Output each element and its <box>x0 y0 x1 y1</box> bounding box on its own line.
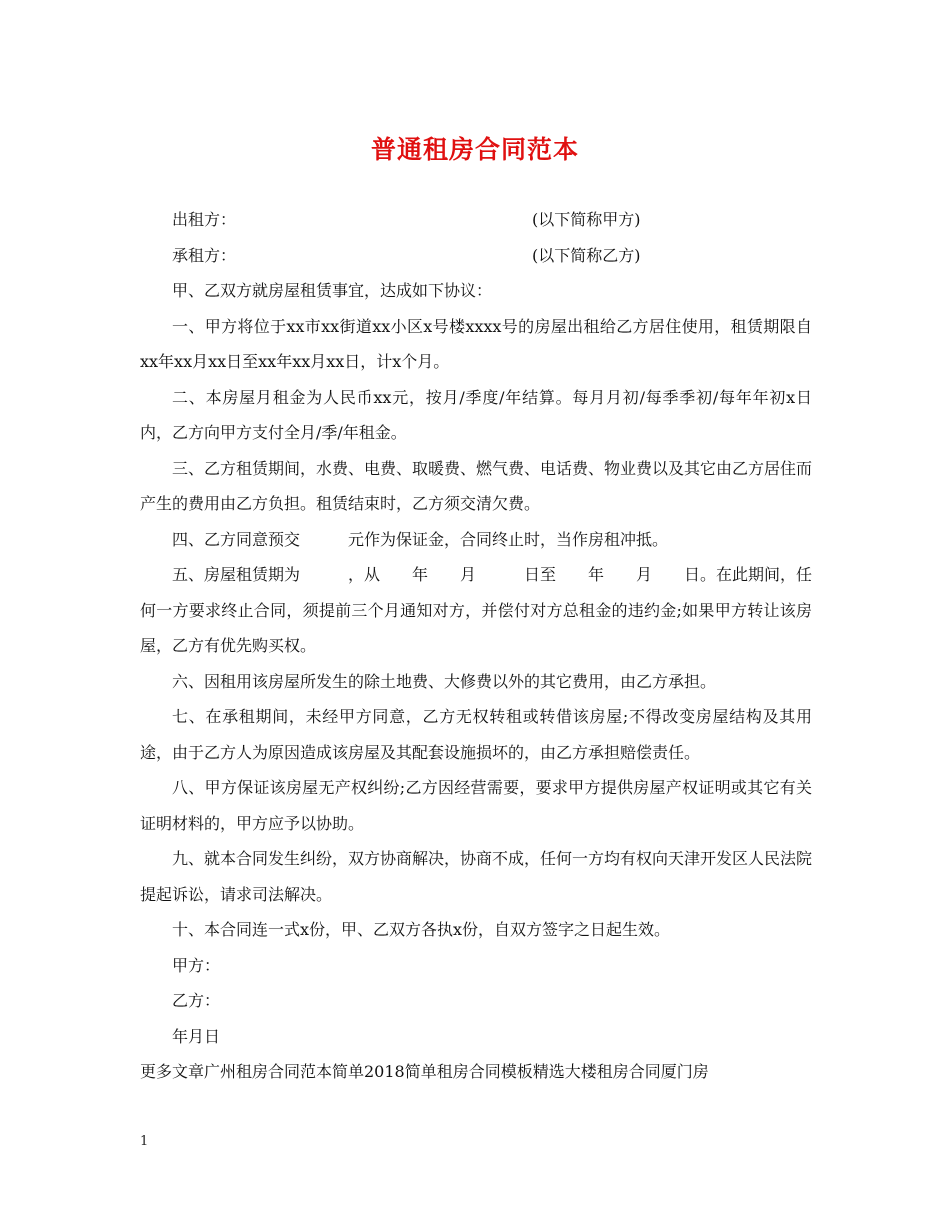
intro-paragraph: 甲、乙双方就房屋租赁事宜，达成如下协议： <box>172 281 493 300</box>
clause-3: 三、乙方租赁期间，水费、电费、取暖费、燃气费、电话费、物业费以及其它由乙方居住而产生的费用由乙方负担。租赁结束时，乙方须交清欠费。 <box>140 458 813 513</box>
lessor-note: (以下简称甲方) <box>532 210 641 229</box>
signature-party-a: 甲方： <box>172 955 221 975</box>
document-body <box>140 202 812 1090</box>
lessor-line <box>140 202 812 238</box>
page-number: 1 <box>140 1134 149 1149</box>
signature-party-b: 乙方： <box>172 991 221 1010</box>
lessee-line <box>140 238 812 274</box>
document-title: 普通租房合同范本 <box>370 135 579 164</box>
clause-9: 九、就本合同发生纠纷，双方协商解决，协商不成，任何一方均有权向天津开发区人民法院提起诉讼，请求司法解决。 <box>140 849 813 904</box>
clause-8: 八、甲方保证该房屋无产权纠纷;乙方因经营需要，要求甲方提供房屋产权证明或其它有关证明材料的，甲方应予以协助。 <box>140 778 812 833</box>
clause-2: 二、本房屋月租金为人民币xx元，按月/季度/年结算。每月月初/每季季初/每年年初x日内，乙方向甲方支付全月/季/年租金。 <box>140 387 812 442</box>
clause-4: 四、乙方同意预交 元作为保证金，合同终止时，当作房租冲抵。 <box>172 529 669 549</box>
lessee-label: 承租方： <box>172 245 237 265</box>
date-line: 年月日 <box>172 1026 221 1046</box>
clause-5: 五、房屋租赁期为 ，从 年 月 日至 年 月 日。在此期间，任何一方要求终止合同，须提前三个月通知对方，并偿付对方总租金的违约金;如果甲方转让该房屋，乙方有优先购买权。 <box>140 565 813 655</box>
clause-1: 一、甲方将位于xx市xx街道xx小区x号楼xxxx号的房屋出租给乙方居住使用，租赁期限自xx年xx月xx日至xx年xx月xx日，计x个月。 <box>140 316 812 371</box>
lessee-note: (以下简称乙方) <box>532 245 641 265</box>
clause-7: 七、在承租期间，未经甲方同意，乙方无权转租或转借该房屋;不得改变房屋结构及其用途，由于乙方人为原因造成该房屋及其配套设施损坏的，由乙方承担赔偿责任。 <box>140 707 812 762</box>
clause-10: 十、本合同连一式x份，甲、乙双方各执x份，自双方签字之日起生效。 <box>172 920 671 939</box>
lessor-label: 出租方： <box>172 210 237 229</box>
more-articles-text: 更多文章广州租房合同范本简单2018简单租房合同模板精选大楼租房合同厦门房 <box>140 1062 709 1081</box>
clause-6: 六、因租用该房屋所发生的除土地费、大修费以外的其它费用，由乙方承担。 <box>172 671 717 691</box>
